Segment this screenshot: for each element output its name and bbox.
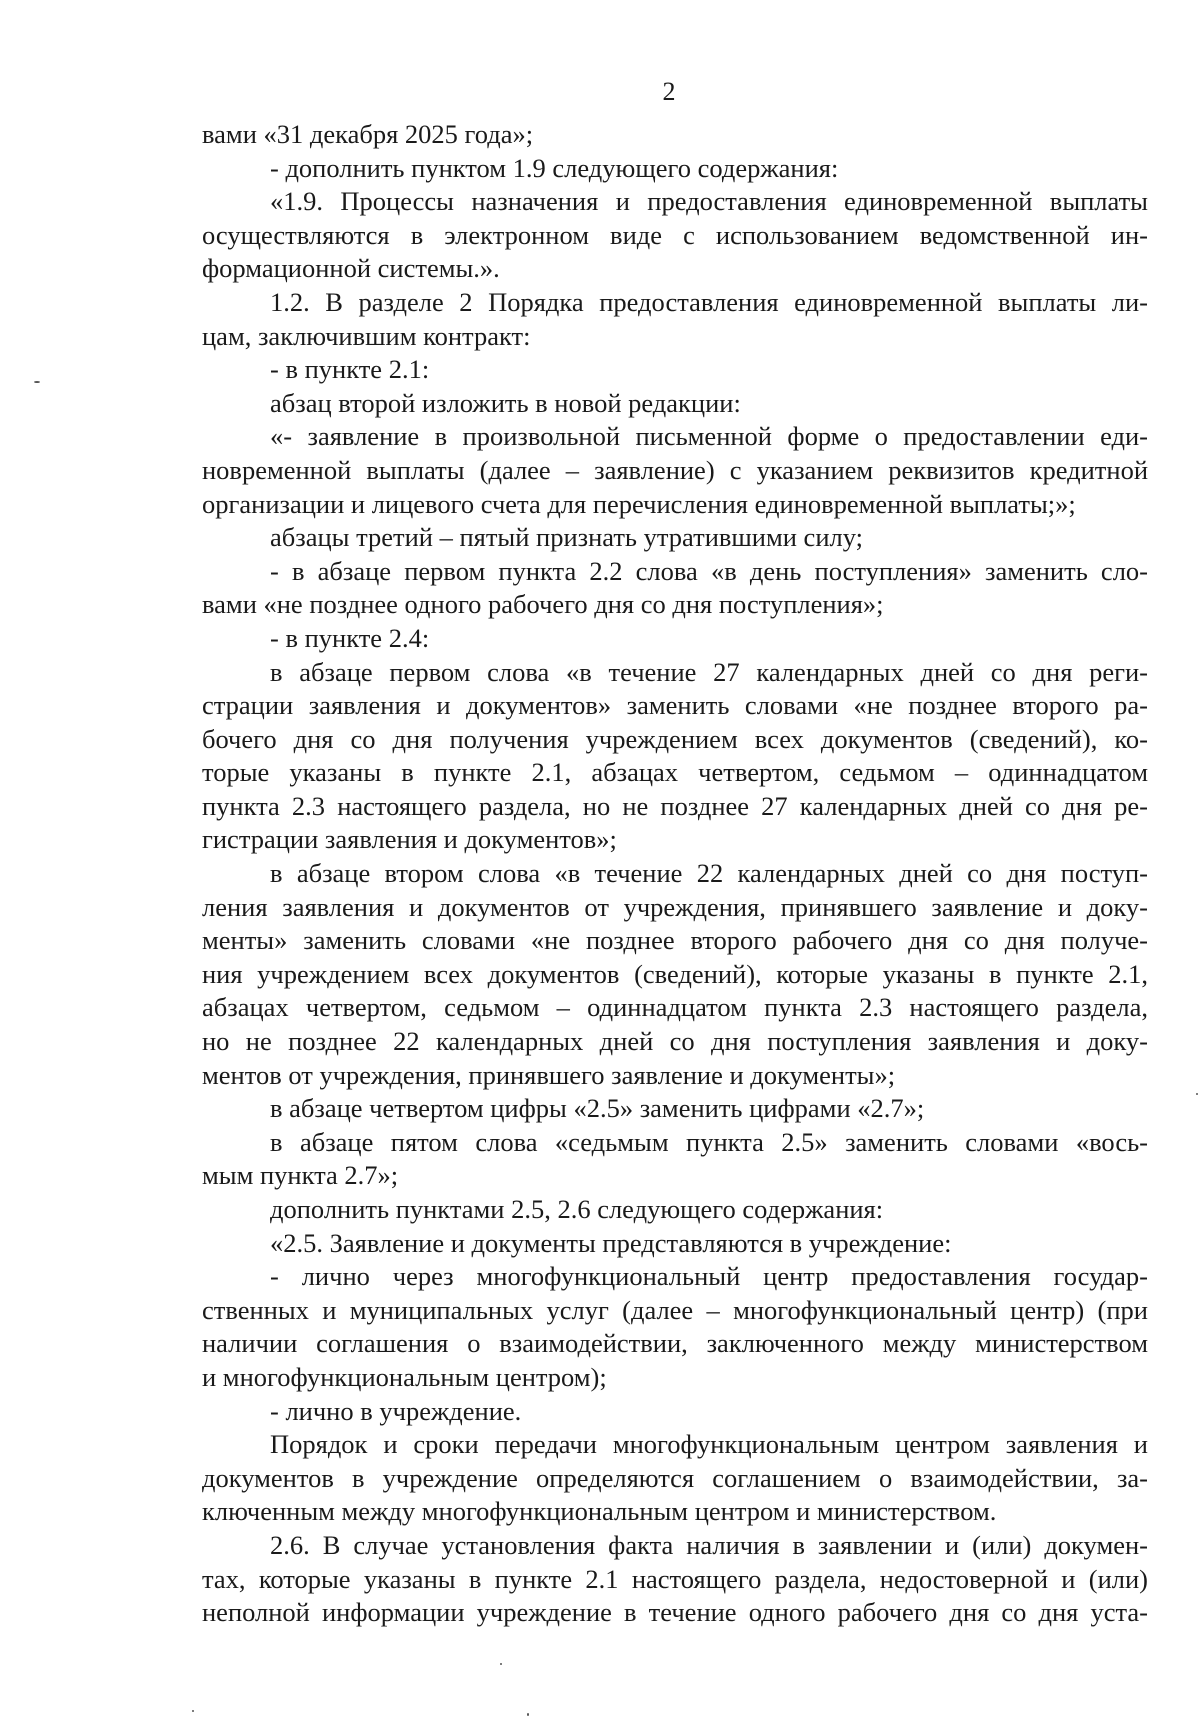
scan-speck — [527, 1713, 529, 1716]
page-number: 2 — [662, 77, 676, 106]
text-line: абзац второй изложить в новой редакции: — [270, 387, 741, 418]
text-line: - в пункте 2.4: — [270, 622, 430, 653]
text-line: ния учреждением всех документов (сведений), которые указаны в пункте 2.1, — [202, 958, 1148, 989]
text-line: «1.9. Процессы назначения и предоставления единовременной выплаты — [270, 186, 1148, 217]
text-line: абзацах четвертом, седьмом – одиннадцатом пункта 2.3 настоящего раздела, — [202, 992, 1148, 1023]
text-line: ления заявления и документов от учреждения, принявшего заявление и доку- — [202, 891, 1148, 922]
text-line: - в абзаце первом пункта 2.2 слова «в день поступления» заменить сло- — [270, 555, 1148, 586]
text-line: - лично через многофункциональный центр предоставления государ- — [270, 1261, 1148, 1292]
text-line: организации и лицевого счета для перечисления единовременной выплаты;»; — [202, 488, 1076, 519]
text-line: страции заявления и документов» заменить словами «не позднее второго ра- — [202, 690, 1148, 721]
text-line: менты» заменить словами «не позднее второго рабочего дня со дня получе- — [202, 925, 1148, 956]
text-line: 1.2. В разделе 2 Порядка предоставления единовременной выплаты ли- — [270, 286, 1148, 317]
text-line: осуществляются в электронном виде с использованием ведомственной ин- — [202, 219, 1148, 250]
text-line: дополнить пунктами 2.5, 2.6 следующего содержания: — [270, 1194, 884, 1224]
text-line: ственных и муниципальных услуг (далее – многофункциональный центр) (при — [202, 1294, 1148, 1325]
scan-speck — [192, 1710, 194, 1712]
text-line: в абзаце четвертом цифры «2.5» заменить цифрами «2.7»; — [270, 1093, 925, 1124]
text-line: но не позднее 22 календарных дней со дня поступления заявления и доку- — [202, 1026, 1148, 1057]
text-line: бочего дня со дня получения учреждением всех документов (сведений), ко- — [202, 723, 1148, 754]
text-line: вами «не позднее одного рабочего дня со дня поступления»; — [202, 589, 884, 620]
text-line: - лично в учреждение. — [270, 1395, 522, 1426]
text-line: - дополнить пунктом 1.9 следующего содержания: — [270, 152, 839, 183]
text-line: новременной выплаты (далее – заявление) с указанием реквизитов кредитной — [202, 454, 1148, 485]
text-line: наличии соглашения о взаимодействии, заключенного между министерством — [202, 1328, 1148, 1359]
text-line: торые указаны в пункте 2.1, абзацах четвертом, седьмом – одиннадцатом — [202, 757, 1148, 788]
text-line: мым пункта 2.7»; — [202, 1160, 399, 1191]
text-line: в абзаце первом слова «в течение 27 календарных дней со дня реги- — [270, 656, 1148, 687]
text-line: «2.5. Заявление и документы представляются в учреждение: — [270, 1227, 952, 1258]
text-line: неполной информации учреждение в течение одного рабочего дня со дня уста- — [202, 1597, 1148, 1628]
text-line: документов в учреждение определяются соглашением о взаимодействии, за- — [202, 1462, 1148, 1493]
text-line: «- заявление в произвольной письменной форме о предоставлении еди- — [270, 421, 1148, 452]
text-line: тах, которые указаны в пункте 2.1 настоящего раздела, недостоверной и (или) — [202, 1563, 1148, 1594]
text-line: формационной системы.». — [202, 253, 500, 284]
text-line: и многофункциональным центром); — [202, 1361, 607, 1392]
text-line: гистрации заявления и документов»; — [202, 824, 617, 855]
text-line: в абзаце втором слова «в течение 22 календарных дней со дня поступ- — [270, 858, 1148, 889]
text-line: в абзаце пятом слова «седьмым пункта 2.5» заменить словами «вось- — [270, 1126, 1148, 1157]
text-line: ментов от учреждения, принявшего заявление и документы»; — [202, 1059, 896, 1090]
text-line: Порядок и сроки передачи многофункциональным центром заявления и — [270, 1429, 1148, 1460]
text-line: - в пункте 2.1: — [270, 354, 430, 385]
text-line: ключенным между многофункциональным центром и министерством. — [202, 1496, 997, 1527]
text-line: абзацы третий – пятый признать утратившими силу; — [270, 522, 863, 553]
text-line: вами «31 декабря 2025 года»; — [202, 119, 534, 149]
document-body — [202, 118, 1148, 1630]
scan-speck — [1196, 1093, 1198, 1095]
text-line: цам, заключившим контракт: — [202, 320, 531, 351]
scan-speck — [500, 1663, 502, 1665]
scan-speck — [34, 381, 40, 383]
text-line: пункта 2.3 настоящего раздела, но не позднее 27 календарных дней со дня ре- — [202, 790, 1148, 821]
text-line: 2.6. В случае установления факта наличия в заявлении и (или) докумен- — [270, 1529, 1148, 1560]
